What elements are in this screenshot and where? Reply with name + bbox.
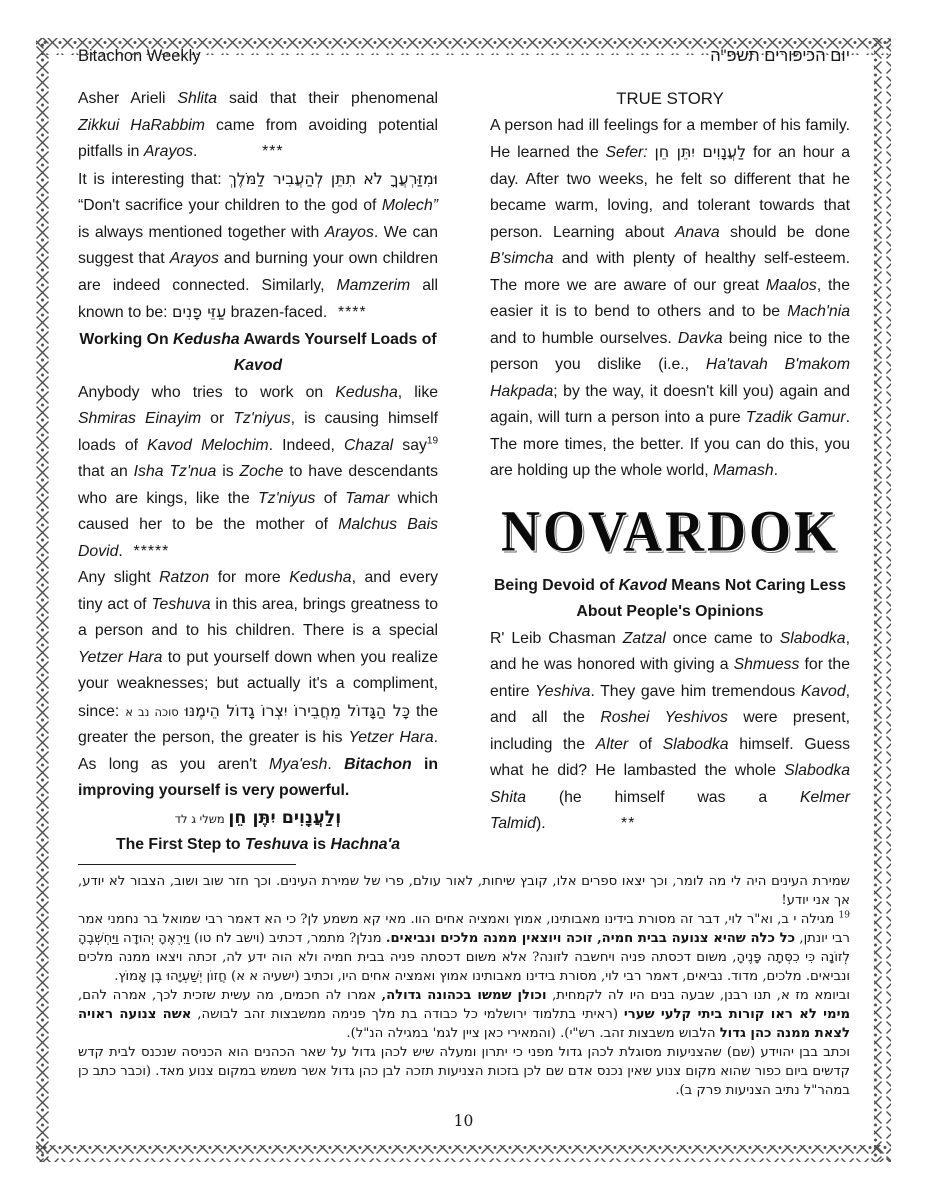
text-segment: Malchus Bais Dovid [78,516,438,560]
text-segment: that an [78,463,134,480]
text-segment: עַזֵּי פָנִים [171,302,227,321]
text-segment: . They gave him tremendous [590,682,801,700]
text-segment: once came to [665,629,780,647]
text-segment: for more [209,569,290,586]
true-story-heading [490,86,850,113]
text-segment: מגילה י ב, וא"ר לוי, דבר זה מסורת בידינו מאבותינו, אמוץ ואמציה אחים הוו. מאי קא משמע לן? כי הא דאמר רבי שמואל בר נחמני אמר רבי יונתן, [78,912,850,946]
text-segment: משלי ג לד [174,811,229,826]
text-segment: Arayos [169,250,219,267]
text-segment: . As long as you aren't [78,729,438,773]
text-segment: Zoche [239,463,284,480]
heading-devoid-kavod [490,573,850,626]
text-segment: Arayos [324,223,374,241]
text-segment: himself. Guess what he did? He lambasted the whole [490,735,850,779]
text-segment: Tamar [345,489,390,507]
text-segment: R' Leib Chasman [490,629,623,647]
hebrew-date: יום הכיפורים תשפ"ה [710,47,850,65]
text-segment: Teshuva [151,595,211,613]
text-segment: A person had ill feelings for a member of his family. He learned the [490,116,850,161]
text-segment: Sefer: [605,144,648,161]
text-segment: is always mentioned together with [78,223,325,241]
text-segment: Kedusha [172,330,240,348]
text-segment: of [315,489,346,507]
footnote-shmiras-einayim [78,872,850,910]
text-segment: (he himself was a [526,788,800,806]
text-segment: וכולן שמשו בכהונה גדולה, [381,988,547,1003]
text-segment: וכתב בבן יהוידע (שם) שהצניעות מסוגלת לכהן גדול מפני כי יתרון ומעלה שיש לכהן גדול על שאר הכהנים הוא הכניסה שנכנס לבית קדש קדשים ביום כפור שהוא מקום צנוע שאין נכנס אדם שם לכן בזכות הצניעות תזכה לבן כהן גדול אשר משמש במקום צנוע מאד. (וכבר כתב כן במהר"ל נתיב הצניעות פרק ב). [78,1045,850,1098]
text-segment: וביומא מז א, תנו רבנן, שבעה בנים היו לה לקמחית, [546,988,850,1003]
text-segment: Shlita [177,90,218,107]
text-segment: Working On [79,330,173,348]
footnote-ben-yehoyada [78,1043,850,1100]
text-segment: Tzadik Gamur [745,409,846,426]
left-column [78,86,438,859]
text-segment: which caused her to be the mother of [78,489,439,533]
text-segment: Ratzon [159,569,210,586]
text-segment: Hachna'a [330,836,401,853]
text-segment: were present, including the [490,709,850,753]
text-segment: and to humble ourselves. [490,329,678,347]
page-number: 10 [453,1112,474,1130]
text-segment: , like [397,383,439,401]
novardok-title [490,498,850,563]
text-segment: the greater the person, the greater is his [78,702,438,746]
text-segment: Anava [674,223,720,241]
text-segment: should be done [719,223,850,241]
paragraph-ratzon-kedusha [78,565,438,805]
hebrew-verse [78,805,438,833]
text-segment: and burning your own children are indeed connected. Similarly, [78,250,438,294]
text-segment: and with plenty of healthy self-esteem. The more we are aware of our great [490,250,850,294]
section-heading-kedusha [78,327,438,380]
text-segment: It is interesting that: [78,170,229,188]
text-segment: is [308,836,331,853]
text-segment: Kavod [800,682,846,700]
text-segment: Mamzerim [336,276,411,294]
text-segment: Slabodka [779,629,846,647]
footnote-divider [78,864,296,865]
text-segment: , the easier it is to bend to others and to be [490,276,850,320]
paragraph-asher-arieli [78,86,438,166]
text-segment: for the entire [490,656,850,700]
newsletter-title: Bitachon Weekly [78,47,201,65]
text-segment: Yeshiva [535,682,591,700]
paragraph-kavod-melochim [78,380,438,566]
text-segment: *** [197,143,284,160]
body-columns [78,86,850,859]
text-segment: אמרו לה חכמים, מה עשית שזכית לכך, אמרה להם, [78,988,382,1003]
text-segment: Any slight [78,569,160,586]
text-segment: said that their phenomenal [217,90,438,107]
text-segment: ). [535,815,546,832]
text-segment: Mamash [713,462,774,479]
text-segment: Isha Tz'nua [133,463,217,480]
text-segment: B'simcha [490,250,554,267]
text-segment: ** [545,815,636,832]
footnote-yoma-kimchis [78,986,850,1043]
text-segment: וּמִזַּרְעֲךָ לֹא תִתֵּן לְהַעֲבִיר לַמֹּלֶךְ [228,168,438,188]
text-segment: . [118,542,123,560]
text-segment: Davka [677,329,723,347]
text-segment: Teshuva [244,836,309,853]
text-segment: Kavod [233,357,283,374]
text-segment: Maalos [765,276,817,294]
text-segment: . Indeed, [268,436,344,454]
text-segment: Molech” [381,197,438,214]
text-segment: Anybody who tries to work on [78,383,336,401]
text-segment: , and he was honored with giving a [490,629,850,673]
text-segment: Tz'niyus [258,489,316,507]
text-segment: Roshei Yeshivos [600,709,728,726]
text-segment: TRUE STORY [616,89,724,108]
text-segment: NOVARDOK [500,498,840,563]
text-segment: כל כלה שהיא צנועה בבית חמיה, זוכה ויוצאין ממנה מלכים ונביאים. [385,931,796,946]
footnote-19-megilla [78,910,850,986]
text-segment: Kedusha [289,569,352,586]
text-segment: , and all the [490,682,851,726]
text-segment: is [216,463,240,480]
text-segment: . We can suggest that [78,223,439,267]
text-segment: in improving yourself is very powerful. [78,755,439,799]
text-segment: הלבוש משבצות זהב. רש"י). (והמאירי כאן ציין לגמ' במגילה הנ"ל). [346,1026,720,1041]
right-column [490,86,850,859]
text-segment: Being Devoid of [494,576,619,594]
text-segment: , and every tiny act of [78,569,438,613]
text-segment: כָּל הַגָּדוֹל מֵחֲבֵירוֹ יִצְרוֹ גָדוֹל הֵימֶנּוּ [184,700,411,720]
text-segment: Zikkui HaRabbim [78,116,205,134]
text-segment: Slabodka [662,735,729,753]
text-segment: Mya'esh [269,755,328,773]
text-segment: Awards Yourself Loads of [239,330,437,348]
text-segment: 19 [426,435,439,447]
text-segment: Arayos [143,143,194,160]
footnotes [78,872,850,1100]
text-segment: ; by the way, it doesn't kill you) again and again, will turn a person into a pure [490,382,850,426]
text-segment: Ha'tavah B'makom Hakpada [490,356,850,400]
text-segment: Slabodka Shita [490,762,850,806]
text-segment: of [628,735,663,753]
story-paragraph [490,113,850,485]
text-segment: say [393,436,427,454]
text-segment: all known to be: [78,276,438,321]
text-segment: . [773,462,779,479]
heading-first-step [78,832,438,859]
text-segment: for an hour a day. After two weeks, he felt so different that he became warm, loving, and tolerant towards that person. Learning about [490,144,850,241]
text-segment: Kavod Melochim [147,436,269,454]
text-segment: 19 [838,910,850,921]
text-segment: to have descendants who are kings, like the [78,463,439,507]
text-segment: שמירת העינים היה לי מה לומר, וכך יצאו ספרים אלו, קובץ שיחות, לאור עולם, פרי של שמירת העינים. וכך חזר שוב ושוב, הצבור לא יודע, אך אני יודע! [78,874,850,908]
text-segment: Kelmer Talmid [490,788,850,832]
text-segment: Alter [595,735,629,753]
page-header [78,46,850,66]
text-segment: came from avoiding potential pitfalls in [78,116,438,160]
text-segment: . [327,755,345,773]
text-segment: Mach'nia [787,303,850,320]
text-segment: Shmiras Einayim [78,410,202,427]
text-segment: Asher Arieli [78,90,178,107]
text-segment: Means Not Caring Less About People's Opinions [576,576,846,620]
text-segment: ***** [122,542,170,560]
text-segment: אשה צנועה ראויה לצאת ממנה כהן גדול [78,1007,850,1041]
text-segment: “Don't sacrifice your children to the god of [78,197,382,214]
text-segment: מנלן? מתמר, דכתיב (וישב לח טו) וַיִּרְאֶהָ יְהוּדָה וַיַּחְשְׁבֶהָ לְזוֹנָה כִּי כִסְּתָה פָּנֶיהָ, משום דכסתה פניה ויחשבה לזונה? אלא משום דכסתה פניה בבית חמיה ולא הוה ידע לה, זכתה ויצאו ממנה מלכים ונביאים. מלכים, מדוד. נביאים, דאמר רבי לוי, מסורת בידינו מאבותינו אמוץ ואמציה אחים היו, וכתיב (ישעיה א א) חֲזוֹן יְשַׁעְיָהוּ בֶן אָמוֹץ. [78,931,850,984]
text-segment: to put yourself down when you realize your weaknesses; but actually it's a compliment, since: [78,648,438,720]
text-segment: (ראיתי בתלמוד ירושלמי כל כבודה בת מלך פנימה ממשבצות זהב לבושה, [191,1007,624,1022]
text-segment: . [193,143,198,160]
text-segment: Kavod [618,576,667,594]
paragraph-molech [78,166,438,327]
text-segment: The First Step to [115,836,245,853]
text-segment: Tz'niyus [233,410,291,427]
text-segment: Yetzer Hara [78,648,163,666]
text-segment: or [201,410,234,427]
text-segment: Kedusha [335,383,398,401]
text-segment: Zatzal [622,629,666,647]
text-segment: brazen-faced. [226,304,328,321]
text-segment [648,144,655,161]
slabodka-paragraph [490,626,850,838]
text-segment: being nice to the person you dislike (i.e., [490,329,850,373]
text-segment: Shmuess [733,656,800,673]
text-segment: וְלַעֲנָוִים יִתֶּן חֵן [228,807,342,828]
text-segment: Yetzer Hara [348,729,434,746]
text-segment: לַעֲנָוִים יִתֵּן חֵן [654,142,747,161]
text-segment: . The more times, the better. If you can do this, you are holding up the whole world, [490,409,850,479]
text-segment: , is causing himself loads of [78,410,438,454]
text-segment: in this area, brings greatness to a person and to his children. There is a special [78,595,438,639]
text-segment: Bitachon [344,755,412,773]
text-segment: Chazal [344,436,394,454]
text-segment: סוכה נב א [125,704,179,719]
text-segment: מימי לא ראו קורות ביתי קלעי שערי [623,1007,850,1022]
text-segment: **** [327,304,367,321]
